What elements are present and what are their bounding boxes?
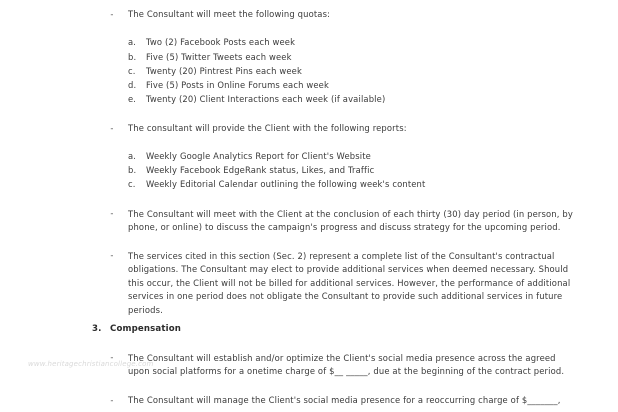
list-item-letter: d.	[128, 80, 137, 90]
bullet-dash: -	[110, 9, 114, 19]
paragraph-line: obligations. The Consultant may elect to provide additional services when deemed necessary. Should	[128, 264, 569, 275]
list-item: Five (5) Posts in Online Forums each week	[146, 80, 329, 90]
paragraph-line: phone, or online) to discuss the campaign's progress and discuss strategy for the upcoming period.	[128, 222, 561, 233]
list-item: Five (5) Twitter Tweets each week	[146, 52, 292, 62]
list-item-letter: b.	[128, 165, 137, 175]
bullet-dash: -	[110, 123, 114, 133]
paragraph-line: services in one period does not obligate the Consultant to provide such additional services in future	[128, 291, 563, 302]
list-item: Weekly Editorial Calendar outlining the following week's content	[146, 179, 426, 189]
list-item-letter: a.	[128, 37, 137, 47]
paragraph-line: upon social platforms for a onetime charge of $__ _____, due at the beginning of the contract period.	[128, 366, 565, 377]
list-item: Weekly Facebook EdgeRank status, Likes, and Traffic	[146, 165, 375, 175]
list-item: Twenty (20) Pintrest Pins each week	[146, 66, 302, 76]
bullet-dash: -	[110, 352, 114, 362]
quotas-intro: The Consultant will meet the following quotas:	[128, 9, 331, 19]
section-number: 3.	[92, 324, 102, 334]
paragraph-line: periods.	[128, 304, 163, 315]
list-item: Two (2) Facebook Posts each week	[146, 37, 296, 47]
bullet-dash: -	[110, 208, 114, 218]
list-item: Twenty (20) Client Interactions each week (if available)	[146, 94, 386, 104]
section-title: Compensation	[110, 324, 182, 334]
watermark: www.heritagechristiancollege.com	[28, 360, 154, 368]
bullet-dash: -	[110, 250, 114, 260]
manage-paragraph: The Consultant will manage the Client's social media presence for a reoccurring charge of $_______,	[128, 395, 561, 405]
bullet-dash: -	[110, 395, 114, 405]
meeting-paragraph	[128, 208, 573, 235]
paragraph-line: The Consultant will establish and/or optimize the Client's social media presence across the agreed	[128, 353, 556, 363]
paragraph-line: The Consultant will meet with the Client at the conclusion of each thirty (30) day period (in person, by	[128, 209, 573, 219]
list-item-letter: c.	[128, 66, 136, 76]
list-item: Weekly Google Analytics Report for Client's Website	[146, 151, 371, 161]
list-item-letter: c.	[128, 179, 136, 189]
list-item-letter: a.	[128, 151, 137, 161]
paragraph-line: this occur, the Client will not be billed for additional services. However, the performance of additional	[128, 277, 571, 288]
reports-intro: The consultant will provide the Client with the following reports:	[128, 123, 407, 133]
services-paragraph	[128, 250, 570, 317]
paragraph-line: The services cited in this section (Sec. 2) represent a complete list of the Consultant's contractual	[128, 251, 555, 261]
list-item-letter: b.	[128, 52, 137, 62]
list-item-letter: e.	[128, 94, 137, 104]
establish-paragraph	[128, 352, 564, 379]
